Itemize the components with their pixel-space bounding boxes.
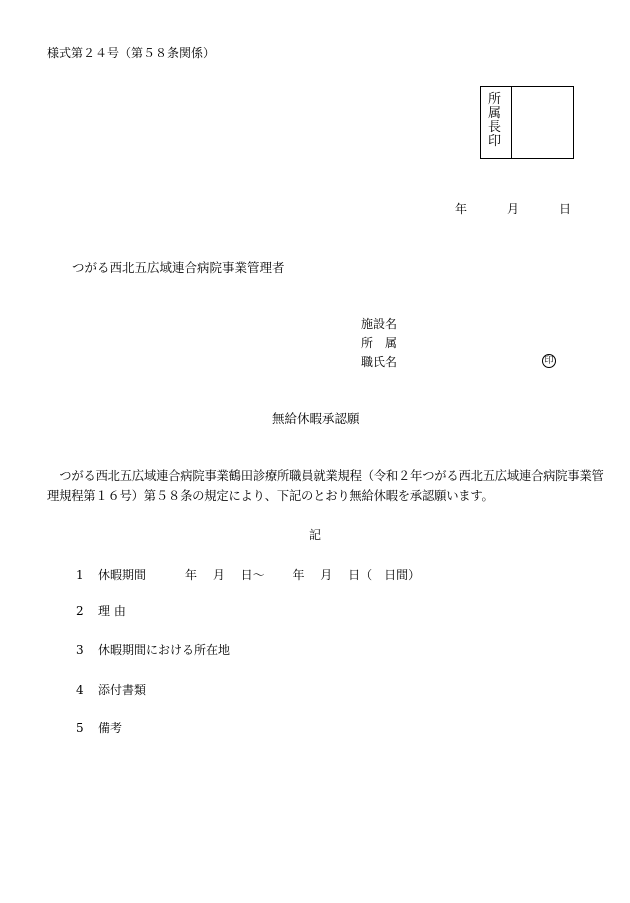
leave-period-dates: 年 月 日～ 年 月 日（ 日間） <box>185 568 421 582</box>
applicant-facility-label: 施設名 <box>361 317 398 331</box>
item-number: 1 <box>76 568 84 582</box>
item-number: 5 <box>76 721 84 735</box>
personal-seal-mark: 印 <box>542 354 556 368</box>
item-label-location: 休暇期間における所在地 <box>98 643 231 657</box>
item-label-attachments: 添付書類 <box>98 683 147 697</box>
ki-heading: 記 <box>309 528 322 542</box>
applicant-name-label: 職氏名 <box>361 355 398 369</box>
item-label-reason: 理 由 <box>98 604 126 618</box>
date-month-label: 月 <box>507 202 520 216</box>
addressee: つがる西北五広域連合病院事業管理者 <box>72 260 285 275</box>
department-head-seal-box <box>480 86 574 159</box>
seal-label: 所属長印 <box>488 92 502 150</box>
seal-label-cell <box>481 87 512 158</box>
seal-stamp-area <box>512 87 573 158</box>
applicant-department-label: 所 属 <box>361 336 398 350</box>
document-title: 無給休暇承認願 <box>272 411 360 426</box>
item-number: 2 <box>76 604 84 618</box>
date-day-label: 日 <box>559 202 572 216</box>
date-year-label: 年 <box>455 202 468 216</box>
item-number: 4 <box>76 683 84 697</box>
body-paragraph: つがる西北五広域連合病院事業鶴田診療所職員就業規程（令和２年つがる西北五広域連合病院事業管理規程第１６号）第５８条の規定により、下記のとおり無給休暇を承認願います。 <box>47 469 604 503</box>
form-number: 様式第２４号（第５８条関係） <box>47 46 216 60</box>
item-number: 3 <box>76 643 84 657</box>
item-label-leave-period: 休暇期間 <box>98 568 147 582</box>
item-label-remarks: 備考 <box>98 721 123 735</box>
